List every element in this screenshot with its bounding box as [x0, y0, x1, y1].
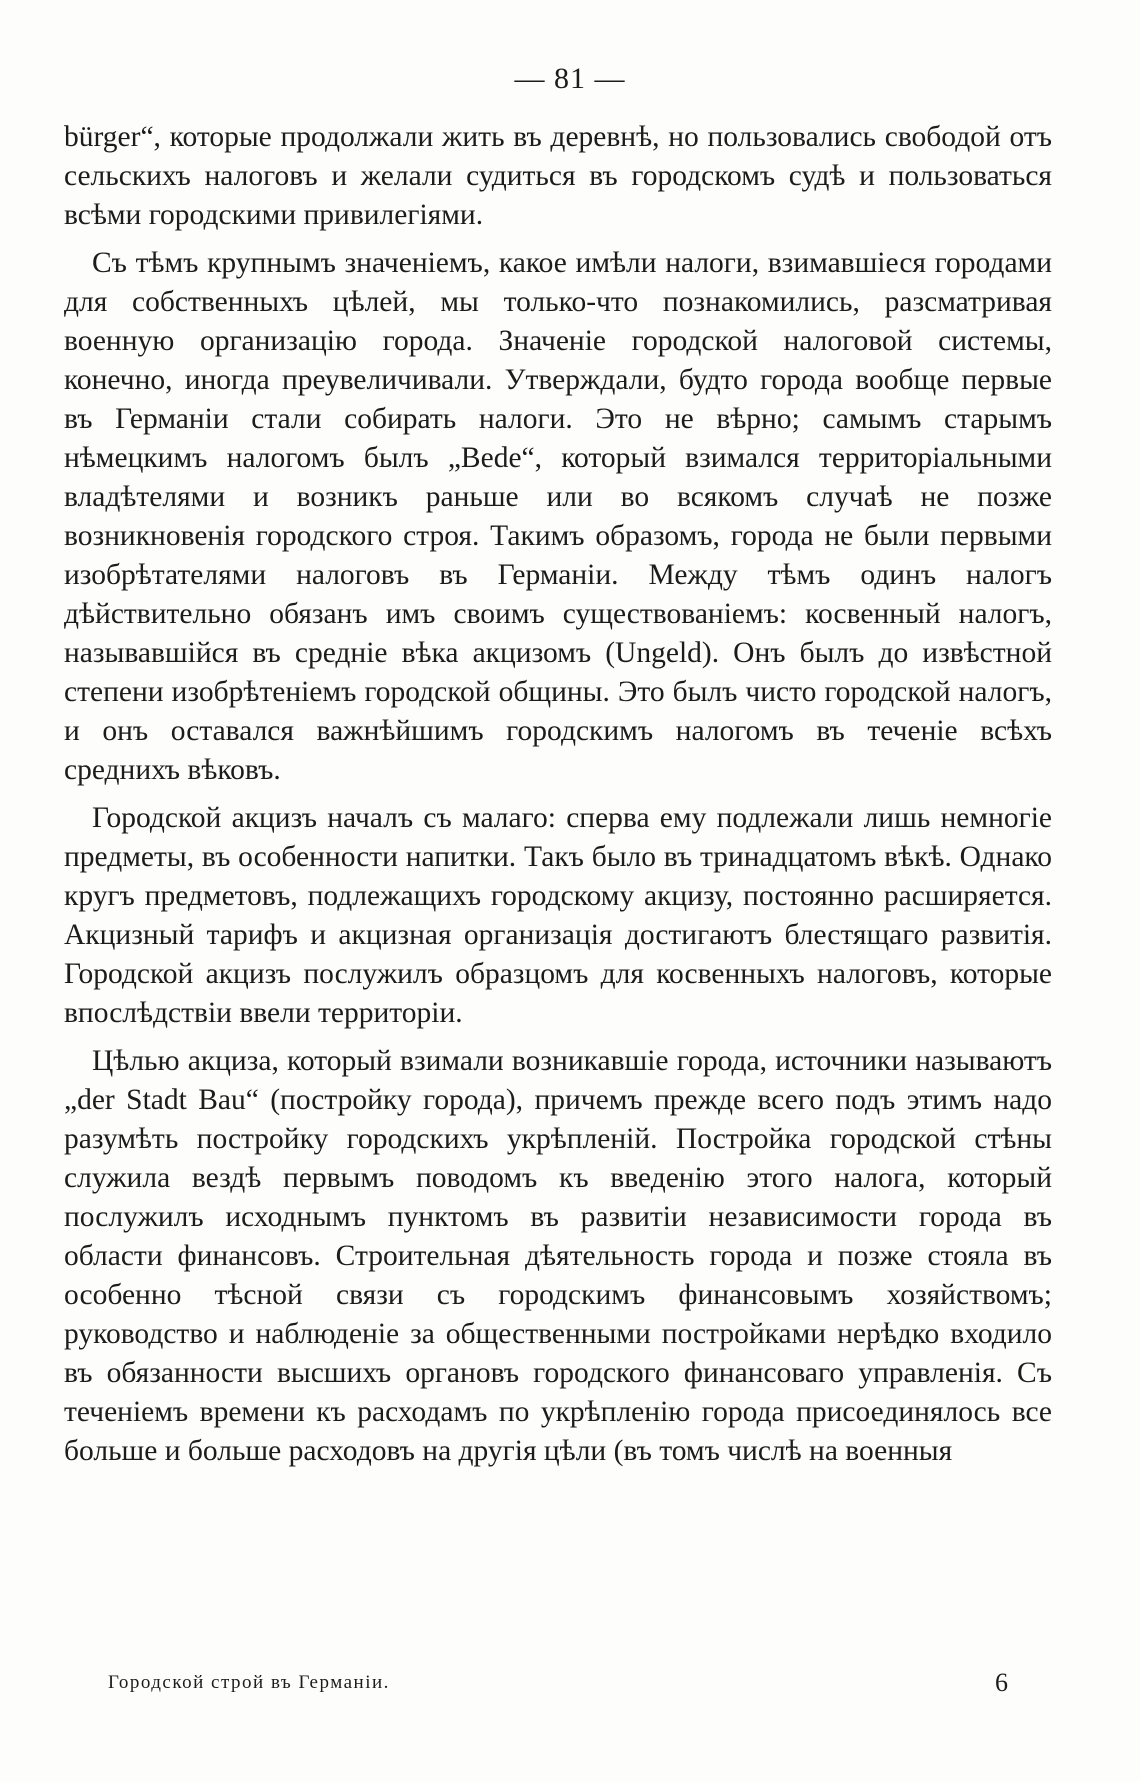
paragraph-2: Съ тѣмъ крупнымъ значеніемъ, какое имѣли налоги, взимавшіеся городами для собственныхъ цѣлей, мы только-что познакомились, разсматривая военную организацію города. Значеніе городской налоговой системы, конечно, иногда преувеличивали. Утверждали, будто города вообще первые въ Германіи стали собирать налоги. Это не вѣрно; самымъ старымъ нѣмецкимъ налогомъ былъ „Bede“, который взимался территоріальными владѣтелями и возникъ раньше или во всякомъ случаѣ не позже возникновенія городского строя. Такимъ образомъ, города не были первыми изобрѣтателями налоговъ въ Германіи. Между тѣмъ одинъ налогъ дѣйствительно обязанъ имъ своимъ существованіемъ: косвенный налогъ, называвшійся въ средніе вѣка акцизомъ (Ungeld). Онъ былъ до извѣстной степени изобрѣтеніемъ городской общины. Это былъ чисто городской налогъ, и онъ оставался важнѣйшимъ городскимъ налогомъ въ теченіе всѣхъ среднихъ вѣковъ. — [64, 247, 1052, 786]
page-footer — [108, 1668, 1008, 1702]
page-number: — 81 — — [514, 62, 626, 95]
body-text — [64, 118, 1052, 1480]
paragraph-3: Городской акцизъ началъ съ малаго: сперва ему подлежали лишь немногіе предметы, въ особенности напитки. Такъ было въ тринадцатомъ вѣкѣ. Однако кругъ предметовъ, подлежащихъ городскому акцизу, постоянно расширяется. Акцизный тарифъ и акцизная организація достигаютъ блестящаго развитія. Городской акцизъ послужилъ образцомъ для косвенныхъ налоговъ, которые впослѣдствіи ввели территоріи. — [64, 802, 1052, 1029]
paragraph-1: bürger“, которые продолжали жить въ деревнѣ, но пользовались свободой отъ сельскихъ налоговъ и желали судиться въ городскомъ судѣ и пользоваться всѣми городскими привилегіями. — [64, 121, 1052, 231]
footer-book-title: Городской строй въ Германіи. — [108, 1672, 390, 1693]
footer-signature-mark: 6 — [995, 1668, 1008, 1697]
paragraph-4: Цѣлью акциза, который взимали возникавшіе города, источники называютъ „der Stadt Bau“ (постройку города), причемъ прежде всего подъ этимъ надо разумѣть постройку городскихъ укрѣпленій. Постройка городской стѣны служила вездѣ первымъ поводомъ къ введенію этого налога, который послужилъ исходнымъ пунктомъ въ развитіи независимости города въ области финансовъ. Строительная дѣятельность города и позже стояла въ особенно тѣсной связи съ городскимъ финансовымъ хозяйствомъ; руководство и наблюденіе за общественными постройками нерѣдко входило въ обязанности высшихъ органовъ городского финансоваго управленія. Съ теченіемъ времени къ расходамъ по укрѣпленію города присоединялось все больше и больше расходовъ на другія цѣли (въ томъ числѣ на военныя — [64, 1045, 1052, 1467]
